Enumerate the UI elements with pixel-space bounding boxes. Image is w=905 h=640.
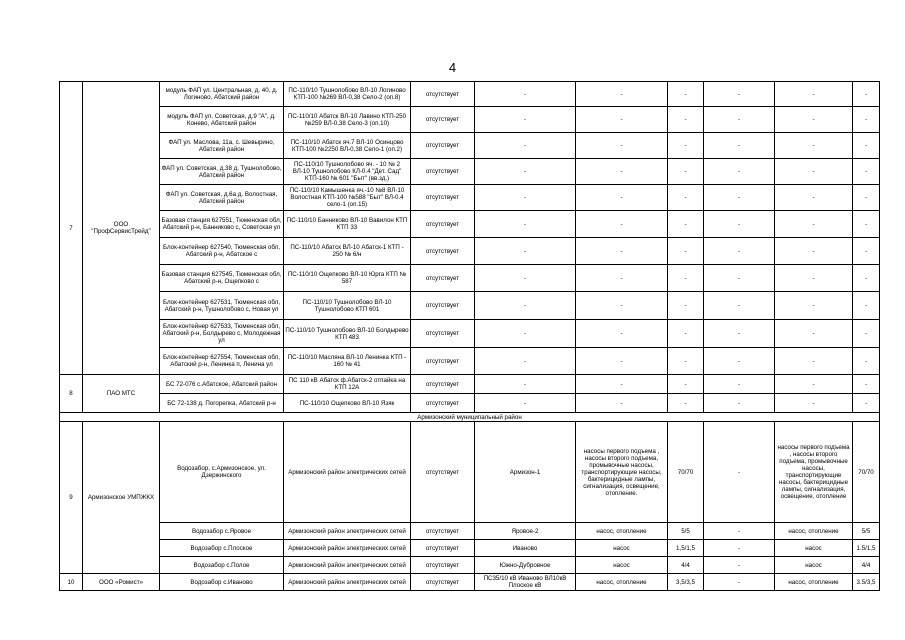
value-cell: -: [668, 185, 704, 211]
value-cell: -: [576, 394, 668, 413]
table-row: [60, 422, 880, 523]
value-cell: 1,5/1,5: [668, 540, 704, 557]
source-cell: Армизонский район электрических сетей: [284, 540, 411, 557]
value-cell: 5/5: [853, 523, 880, 540]
value-cell: насос, отопление: [576, 523, 668, 540]
value-cell: -: [775, 238, 853, 265]
table-row: [60, 557, 880, 574]
object-cell: Водозабор с.Плоское: [160, 540, 284, 557]
value-cell: насос, отопление: [576, 574, 668, 591]
source-cell: ПС-110/10 Абатск яч.7 ВЛ-10 Осинцово КТП-100 №2250 ВЛ-0,38 Село-1 (оп.2): [284, 133, 411, 159]
status-cell: отсутствует: [411, 107, 475, 133]
table-row: [60, 394, 880, 413]
page-number: 4: [448, 60, 457, 75]
object-cell: Водозабор, с.Армизонское, ул. Дзержинского: [160, 422, 284, 523]
value-cell: -: [668, 320, 704, 348]
value-cell: -: [704, 574, 775, 591]
value-cell: -: [853, 375, 880, 394]
source-cell: ПС-110/10 Тушнолобово ВЛ-10 Болдырево КТП 483: [284, 320, 411, 348]
value-cell: 3.5/3,5: [853, 574, 880, 591]
value-cell: 4/4: [668, 557, 704, 574]
value-cell: -: [576, 292, 668, 320]
value-cell: -: [775, 211, 853, 238]
value-cell: -: [704, 159, 775, 185]
section-title: Армизонский муниципальный район: [60, 413, 880, 422]
object-cell: Блок-контейнер 627533, Тюменская обл, Абатский р-н, Болдырево с, Молодежная ул: [160, 320, 284, 348]
value-cell: -: [704, 557, 775, 574]
table-row: [60, 133, 880, 159]
row-number: 7: [60, 82, 83, 375]
value-cell: насос, отопление: [775, 574, 853, 591]
object-cell: ФАП ул. Советская, д.38 д. Тушнолобово, Абатский район: [160, 159, 284, 185]
value-cell: насосы первого подъема , насосы второго подъема, промывочные насосы, транспортирующие насосы, бактерицидные лампы, сигнализация, освещение, отопление.: [576, 422, 668, 523]
value-cell: -: [668, 394, 704, 413]
table-row: [60, 574, 880, 591]
object-cell: Блок-контейнер 627554, Тюменская обл, Абатский р-н, Ленинка п, Ленина ул: [160, 348, 284, 375]
organization-name: Армизонское УМПЖКХ: [83, 422, 160, 574]
value-cell: -: [668, 375, 704, 394]
source-cell: ПС-110/10 Абатск ВЛ-10 Абатск-1 КТП - 250 № 6/н: [284, 238, 411, 265]
object-cell: ФАП ул. Маслова, 11а, с. Шевырино, Абатский район: [160, 133, 284, 159]
table-row: [60, 375, 880, 394]
source-cell: ПС-110/10 Камышенка яч.-10 №8 ВЛ-10 Волостная КТП-100 №588 "Быт" ВЛ-0.4 село-1 (оп.15): [284, 185, 411, 211]
value-cell: -: [576, 375, 668, 394]
object-cell: Водозабор с.Полое: [160, 557, 284, 574]
status-cell: отсутствует: [411, 292, 475, 320]
value-cell: -: [704, 185, 775, 211]
table-row: [60, 185, 880, 211]
value-cell: -: [775, 185, 853, 211]
value-cell: Яровое-2: [475, 523, 576, 540]
source-cell: ПС-110/10 Ощепково ВЛ-10 Язяк: [284, 394, 411, 413]
object-cell: Блок-контейнер 627531, Тюменская обл, Абатский р-н, Тушнолобово с, Новая ул: [160, 292, 284, 320]
value-cell: -: [668, 265, 704, 292]
value-cell: -: [853, 133, 880, 159]
status-cell: отсутствует: [411, 540, 475, 557]
value-cell: -: [576, 159, 668, 185]
value-cell: -: [668, 238, 704, 265]
status-cell: отсутствует: [411, 394, 475, 413]
value-cell: -: [775, 159, 853, 185]
value-cell: -: [853, 238, 880, 265]
source-cell: ПС-110/10 Ощепково ВЛ-10 Юрга КТП № 587: [284, 265, 411, 292]
value-cell: -: [704, 211, 775, 238]
value-cell: насос: [576, 557, 668, 574]
source-cell: ПС-110/10 Абатск ВЛ-10 Лавино КТП-250 №259 ВЛ-0,38 Село-3 (оп.10): [284, 107, 411, 133]
value-cell: насос: [775, 540, 853, 557]
value-cell: 1.5/1,5: [853, 540, 880, 557]
value-cell: -: [668, 107, 704, 133]
value-cell: -: [576, 348, 668, 375]
object-cell: модуль ФАП ул. Центральная, д. 40, д. Логиново, Абатский район: [160, 82, 284, 107]
status-cell: отсутствует: [411, 133, 475, 159]
value-cell: -: [853, 211, 880, 238]
value-cell: -: [704, 348, 775, 375]
row-number: 8: [60, 375, 83, 413]
value-cell: -: [704, 265, 775, 292]
table-row: [60, 292, 880, 320]
value-cell: -: [853, 82, 880, 107]
value-cell: насос: [576, 540, 668, 557]
source-cell: ПС-110/10 Тушнолобово ВЛ-10 Тушнолобово КТП 601: [284, 292, 411, 320]
object-cell: Водозабор с.Иваново: [160, 574, 284, 591]
value-cell: -: [704, 320, 775, 348]
value-cell: 70/70: [853, 422, 880, 523]
value-cell: 5/5: [668, 523, 704, 540]
value-cell: -: [704, 133, 775, 159]
table-row: [60, 238, 880, 265]
value-cell: -: [475, 159, 576, 185]
value-cell: -: [853, 348, 880, 375]
status-cell: отсутствует: [411, 523, 475, 540]
value-cell: -: [668, 133, 704, 159]
value-cell: -: [475, 238, 576, 265]
value-cell: -: [704, 422, 775, 523]
value-cell: -: [475, 107, 576, 133]
status-cell: отсутствует: [411, 82, 475, 107]
value-cell: 70/70: [668, 422, 704, 523]
value-cell: -: [576, 238, 668, 265]
value-cell: -: [475, 375, 576, 394]
value-cell: -: [704, 238, 775, 265]
status-cell: отсутствует: [411, 238, 475, 265]
value-cell: -: [475, 394, 576, 413]
source-cell: Армизонский район электрических сетей: [284, 523, 411, 540]
value-cell: -: [853, 107, 880, 133]
value-cell: ПС35/10 кВ Иваново ВЛ10кВ Плоское кВ: [475, 574, 576, 591]
source-cell: ПС-110/10 Масляна ВЛ-10 Ленинка КТП - 160 № 41: [284, 348, 411, 375]
value-cell: -: [853, 394, 880, 413]
status-cell: отсутствует: [411, 159, 475, 185]
value-cell: Армизон-1: [475, 422, 576, 523]
value-cell: -: [576, 82, 668, 107]
value-cell: -: [704, 523, 775, 540]
table-row: [60, 107, 880, 133]
value-cell: 4/4: [853, 557, 880, 574]
value-cell: -: [668, 348, 704, 375]
value-cell: насос, отопление: [775, 523, 853, 540]
value-cell: -: [475, 265, 576, 292]
object-cell: Базовая станция 627545, Тюменская обл, Абатский р-н, Ощепково с: [160, 265, 284, 292]
table-row: [60, 159, 880, 185]
value-cell: -: [775, 320, 853, 348]
object-cell: Водозабор с.Яровое: [160, 523, 284, 540]
source-cell: ПС-110/10 Тушнолобово яч. - 10 № 2 ВЛ-10 Тушнолобово КЛ-0.4 "Дет. Сад" КТП-160 № 601 "Быт" (вв.зд.): [284, 159, 411, 185]
value-cell: насосы первого подъема , насосы второго подъема, промывочные насосы, транспортирующие насосы, бактерицидные лампы, сигнализация, освещение, отопление: [775, 422, 853, 523]
value-cell: -: [775, 348, 853, 375]
value-cell: -: [576, 211, 668, 238]
value-cell: -: [704, 292, 775, 320]
status-cell: отсутствует: [411, 320, 475, 348]
value-cell: -: [475, 320, 576, 348]
organization-name: ООО «Ромист»: [83, 574, 160, 591]
source-cell: Армизонский район электрических сетей: [284, 422, 411, 523]
value-cell: -: [775, 375, 853, 394]
value-cell: -: [704, 375, 775, 394]
value-cell: -: [704, 394, 775, 413]
value-cell: -: [853, 292, 880, 320]
value-cell: -: [853, 159, 880, 185]
value-cell: -: [475, 185, 576, 211]
section-row: [60, 413, 880, 422]
table-row: [60, 265, 880, 292]
source-cell: ПС-110/10 Тушнолобово ВЛ-10 Логиново КТП-100 №269 ВЛ-0,38 Село-2 (оп.8): [284, 82, 411, 107]
value-cell: -: [576, 320, 668, 348]
value-cell: -: [576, 185, 668, 211]
capacity-table: [59, 81, 880, 591]
value-cell: -: [775, 133, 853, 159]
status-cell: отсутствует: [411, 185, 475, 211]
row-number: 9: [60, 422, 83, 574]
status-cell: отсутствует: [411, 211, 475, 238]
value-cell: -: [853, 185, 880, 211]
value-cell: -: [704, 540, 775, 557]
value-cell: -: [704, 82, 775, 107]
table-row: [60, 348, 880, 375]
object-cell: БС 72-138 д. Погорелка, Абатский р-н: [160, 394, 284, 413]
value-cell: -: [475, 348, 576, 375]
table-row: [60, 211, 880, 238]
object-cell: Блок-контейнер 627540, Тюменская обл, Абатский р-н, Абатское с: [160, 238, 284, 265]
value-cell: -: [853, 265, 880, 292]
value-cell: -: [668, 82, 704, 107]
status-cell: отсутствует: [411, 375, 475, 394]
value-cell: -: [704, 107, 775, 133]
source-cell: ПС-110/10 Банниково ВЛ-10 Вавилон КТП КТП 33: [284, 211, 411, 238]
object-cell: Базовая станция 627551, Тюменская обл, Абатский р-н, Банниково с, Советская ул: [160, 211, 284, 238]
value-cell: -: [475, 211, 576, 238]
value-cell: -: [668, 292, 704, 320]
status-cell: отсутствует: [411, 422, 475, 523]
value-cell: Южно-Дубровное: [475, 557, 576, 574]
source-cell: Армизонский район электрических сетей: [284, 557, 411, 574]
value-cell: -: [576, 107, 668, 133]
value-cell: -: [775, 292, 853, 320]
status-cell: отсутствует: [411, 574, 475, 591]
object-cell: модуль ФАП ул. Советская, д.9 "А", д. Конево, Абатский район: [160, 107, 284, 133]
value-cell: -: [668, 211, 704, 238]
value-cell: -: [775, 265, 853, 292]
value-cell: насос: [775, 557, 853, 574]
organization-name: ООО "ПрофСервисТрейд": [83, 82, 160, 375]
status-cell: отсутствует: [411, 557, 475, 574]
value-cell: -: [775, 394, 853, 413]
organization-name: ПАО МТС: [83, 375, 160, 413]
table-row: [60, 523, 880, 540]
value-cell: -: [475, 82, 576, 107]
row-number: 10: [60, 574, 83, 591]
table-row: [60, 82, 880, 107]
source-cell: Армизонский район электрических сетей: [284, 574, 411, 591]
value-cell: -: [775, 107, 853, 133]
value-cell: Иваново: [475, 540, 576, 557]
object-cell: ФАП ул. Советская, д.6а д. Волостная, Абатский район: [160, 185, 284, 211]
value-cell: -: [853, 320, 880, 348]
value-cell: -: [576, 133, 668, 159]
value-cell: -: [475, 292, 576, 320]
value-cell: -: [775, 82, 853, 107]
status-cell: отсутствует: [411, 348, 475, 375]
table-row: [60, 540, 880, 557]
status-cell: отсутствует: [411, 265, 475, 292]
value-cell: 3,5/3,5: [668, 574, 704, 591]
value-cell: -: [475, 133, 576, 159]
table-row: [60, 320, 880, 348]
source-cell: ПС 110 кВ Абатск ф.Абатск-2 отпайка на КТП 12А: [284, 375, 411, 394]
object-cell: БС 72-076 с.Абатское, Абатский район: [160, 375, 284, 394]
value-cell: -: [668, 159, 704, 185]
value-cell: -: [576, 265, 668, 292]
